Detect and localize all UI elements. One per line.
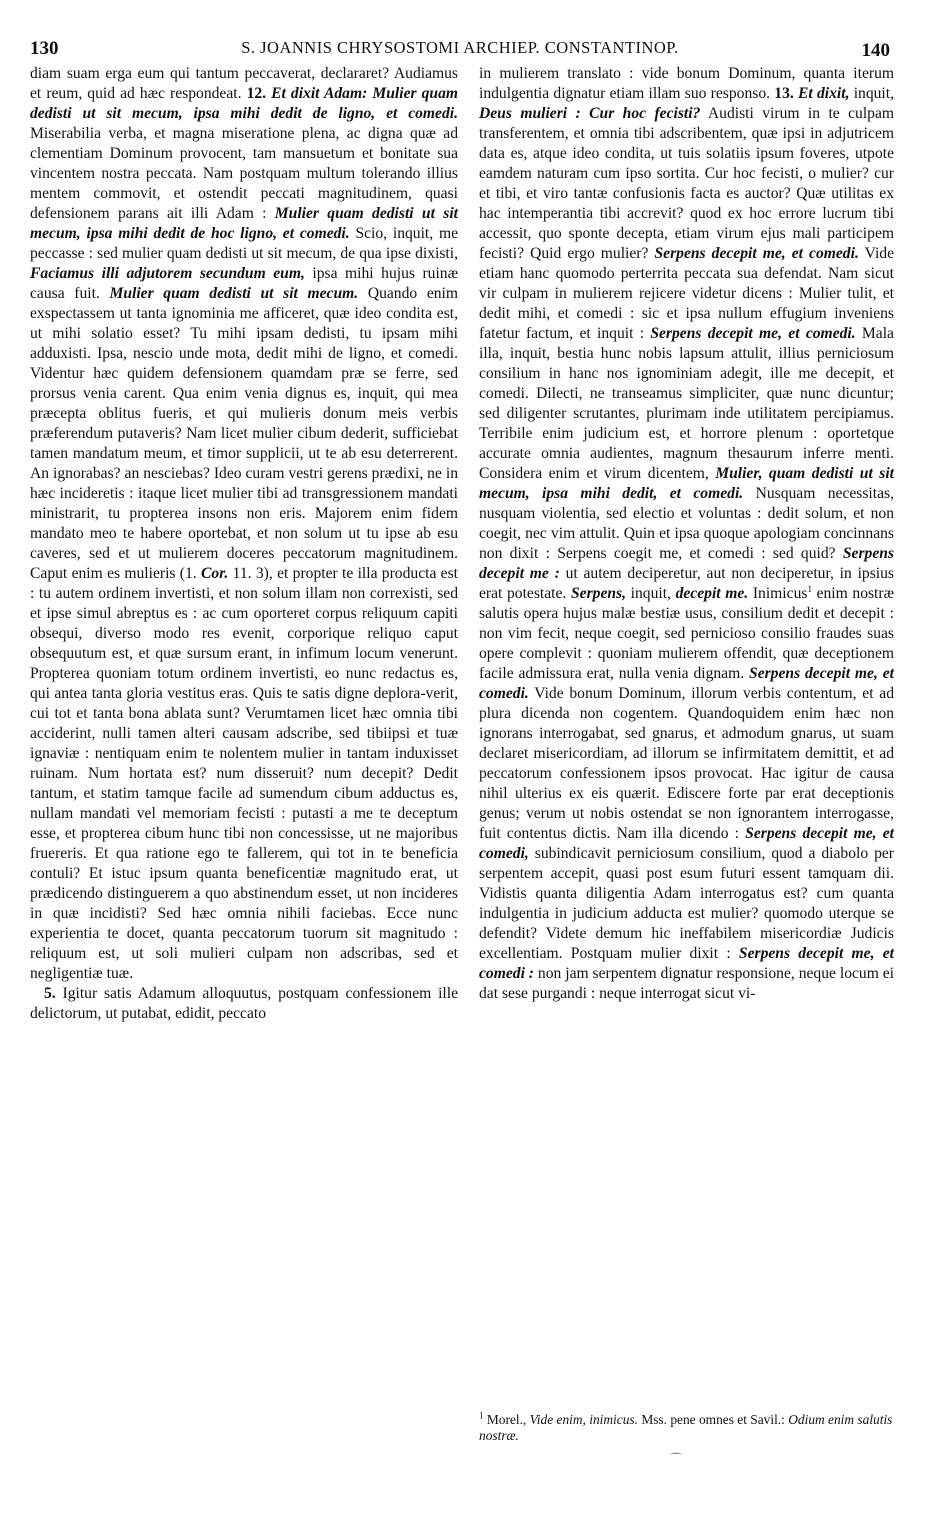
page-number-right: 140 bbox=[861, 40, 890, 61]
verse-number: 5. bbox=[44, 985, 63, 1002]
italic-quotation: decepit me. bbox=[675, 585, 749, 602]
paragraph bbox=[30, 64, 458, 984]
italic-quotation: Mulier, quam dedisti ut sit mecum, ipsa mihi dedit, et comedi. bbox=[479, 465, 894, 502]
page-header bbox=[30, 38, 890, 60]
italic-quotation: Odium enim salutis nostræ. bbox=[479, 1412, 893, 1443]
text-run: Mala illa, inquit, bestia hunc nobis lapsum attulit, illius perniciosum consilium in hanc nos ignominiam adegit, ille me decepit, et comedi. Dilecti, ne transeamus simpliciter, quæ nunc dicuntur; sed diligenter scrutantes, plurimam inde utilitatem percipiamus. Terribile enim judicium est, et horrore plenum : oportetque accurate omnia audientes, magnum thesaurum inferre menti. Considera enim et virum dicentem, bbox=[479, 325, 894, 482]
verse-number: 12. bbox=[246, 85, 272, 102]
italic-quotation: Serpens decepit me : bbox=[479, 545, 894, 582]
text-run: enim nostræ salutis opera hujus malæ bestiæ usus, consilium dedit et decepit : non vim fecit, neque coegit, sed pernicioso consilio fraudes suas opere complevit : quoniam mulierem offendit, quæ deceptionem facile admissura erat, nulla venia dignam. bbox=[479, 585, 894, 682]
text-run: inquit, bbox=[849, 85, 894, 102]
italic-quotation: Vide enim, inimicus. bbox=[529, 1412, 638, 1427]
text-run: Mss. pene omnes et Savil.: bbox=[637, 1412, 789, 1427]
italic-quotation: Serpens decepit me, et comedi. bbox=[650, 325, 856, 342]
page-end-ornament: ⌒ bbox=[670, 1452, 683, 1466]
text-run: Igitur satis Adamum alloquutus, postquam confessionem ille delictorum, ut putabat, edidit, peccato bbox=[30, 985, 458, 1022]
text-run: 1. bbox=[185, 565, 202, 582]
paragraph bbox=[479, 64, 894, 1004]
paragraph bbox=[30, 984, 458, 1024]
left-column bbox=[30, 64, 458, 1024]
italic-quotation: Et dixit Adam: Mulier quam dedisti ut sit mecum, ipsa mihi dedit de ligno, et comedi. bbox=[30, 85, 459, 122]
text-run: Audisti virum in te culpam transferentem, et omnia tibi adscribentem, quæ ipsi in adjutricem data es, atque ideo condita, ut tuis solatiis ipsum foveres, utpote eamdem naturam cum ipso sortita. Cur hoc fecisti, o mulier? cur et tibi, et viro tantæ confusionis facta es auctor? Quæ utilitas ex hac intemperantia tibi accrevit? quod ex hoc errore lucrum tibi accessit, quo sponte decepta, etiam virum ejus mali participem fecisti? Quid ergo mulier? bbox=[479, 105, 894, 262]
text-run: non jam serpentem dignatur responsione, neque locum ei dat sese purgandi : neque interrogat sicut vi- bbox=[479, 965, 894, 1002]
text-run: Vide etiam hanc quomodo perterrita peccata sua defendat. Nam sicut vir culpam in mulierem rejicere videtur dicens : Mulier tulit, et dedit mihi, et comedi : sic et ipsa nullum effugium inveniens fatetur factum, et inquit : bbox=[479, 245, 894, 342]
text-run: inquit, bbox=[626, 585, 676, 602]
running-title: S. JOANNIS CHRYSOSTOMI ARCHIEP. CONSTANTINOP. bbox=[241, 38, 679, 57]
text-run: in mulierem translato : vide bonum Dominum, quanta iterum indulgentia dignatur etiam illam suo responso. bbox=[479, 65, 894, 102]
footnote-marker: 1 bbox=[807, 583, 812, 594]
text-run: subindicavit perniciosum consilium, quod a diabolo per serpentem accepit, quasi post esum futuri essent tamquam dii. Vidistis quanta diligentia Adam interrogatus est? cum quanta indulgentia in judicium adducta est mulier? quomodo uterque se defendit? Videte demum hic ineffabilem misericordiæ Judicis excellentiam. Postquam mulier dixit : bbox=[479, 845, 894, 962]
italic-quotation: Serpens decepit me, et comedi, bbox=[479, 825, 894, 862]
text-run: diam suam erga eum qui tantum peccaverat, declararet? Audiamus et reum, quid ad hæc respondeat. bbox=[30, 65, 458, 102]
italic-quotation: Mulier quam dedisti ut sit mecum, ipsa mihi dedit de hoc ligno, et comedi. bbox=[30, 205, 458, 242]
footnote-marker: 1 bbox=[479, 1410, 484, 1421]
italic-quotation: Serpens decepit me, et comedi : bbox=[479, 945, 894, 982]
text-run: ipsa mihi hujus ruinæ causa fuit. bbox=[30, 265, 458, 302]
italic-quotation: Serpens, bbox=[570, 585, 627, 602]
italic-quotation: Et dixit, bbox=[798, 85, 850, 102]
page-number-left: 130 bbox=[30, 38, 59, 59]
italic-quotation: Cor. bbox=[201, 565, 229, 582]
right-column bbox=[479, 64, 894, 1004]
italic-quotation: Faciamus illi adjutorem secundum eum, bbox=[30, 265, 305, 282]
text-run: Morel., bbox=[483, 1412, 530, 1427]
text-run: Scio, inquit, me peccasse : sed mulier quam dedisti ut sit mecum, de qua ipse dixisti, bbox=[30, 225, 458, 262]
verse-number: 13. bbox=[774, 85, 798, 102]
text-run: Nusquam necessitas, nusquam violentia, sed electio et voluntas : dedit solum, et non coegit, nec vim attulit. Quin et ipsa quoque apologiam concinnans non dixit : Serpens coegit me, et comedi : sed quid? bbox=[479, 485, 894, 562]
italic-quotation: Serpens decepit me, et comedi. bbox=[654, 245, 859, 262]
text-run: Quando enim exspectassem ut tanta ignominia me afficeret, quæ ideo condita est, ut mihi solatio esset? Tu mihi ipsam dedisti, tu ipsam mihi adduxisti. Ipsa, nescio unde mota, dedit mihi de ligno, et comedi. Videntur hæc quidem defensionem quamdam præ se ferre, sed prorsus venia carent. Qua enim venia dignus es, inquit, qui mea præcepta oblitus fueris, et qui mulieris donum meis verbis præferendum putaveris? Nam licet mulier cibum dederit, sufficiebat tamen mandatum meum, et timor supplicii, ut te ab esu deterrerent. An ignorabas? an nesciebas? Ideo curam vestri gerens prædixi, ne in hæc incideretis : itaque licet mulier tibi ad transgressionem mandati ministrarit, tu propterea insons non eris. Majorem enim fidem mandato meo te habere oportebat, et non solum ut tu ipse ab esu caveres, sed et ut mulierem doceres peccatorum magnitudinem. Caput enim es mulieris ( bbox=[30, 285, 458, 582]
text-run: 11. 3), et propter te illa producta est : tu autem ordinem invertisti, et non solum illam non correxisti, sed et ipse simul abreptus es : ac cum oporteret corpus reliquum capiti obsequi, diverso modo res evenit, corporique reliquo caput obsequutum est, et quæ sursum erant, in infimum locum venerunt. Propterea quoniam totum ordinem invertisti, eo nunc redactus es, qui antea tanta gloria vestitus eras. Quis te satis digne deplora-verit, cui tot et tanta bona ablata sunt? Verumtamen licet hæc omnia tibi acciderint, nulli tamen alteri causam adscribe, sed tibiipsi et tuæ ignaviæ : nentiquam enim te nolentem mulier in tantam induxisset ruinam. Num hortata est? num disseruit? num decepit? Dedit tantum, et statim tamque facile ad sumendum cibum adductus es, nullam mandati vel memoriam fecisti : putasti a me te deceptum esse, et propterea cibum hunc tibi non concessisse, ut ne majoribus fruereris. Et qua ratione ego te fallerem, qui tot in te beneficia contuli? Et istuc ipsum quanta beneficentiæ magnitudo erat, ut prædicendo distinguerem a quo abstinendum esset, ut non incideres in quæ incidisti? Sed hæc omnia nihili faciebas. Ecce nunc experientia te docet, quanta peccatorum tuorum sit magnitudo : reliquum est, ut soli mulieri culpam non adscribas, sed et negligentiæ tuæ. bbox=[30, 565, 459, 982]
text-run: Inimicus bbox=[748, 585, 808, 602]
footnote bbox=[479, 1412, 894, 1444]
text-run: ut autem deciperetur, aut non deciperetur, in ipsius erat potestate. bbox=[479, 565, 894, 602]
italic-quotation: Mulier quam dedisti ut sit mecum. bbox=[109, 285, 359, 302]
italic-quotation: Deus mulieri : Cur hoc fecisti? bbox=[479, 105, 701, 122]
text-run: Miserabilia verba, et magna miseratione plena, ac digna quæ ad clementiam Dominum provocent, tam mansuetum et bonitate sua vincentem nostra peccata. Nam postquam multum tolerando illius mentem commovit, et ostendit peccati magnitudinem, quasi defensionem parans ait illi Adam : bbox=[30, 125, 458, 222]
italic-quotation: Serpens decepit me, et comedi. bbox=[479, 665, 894, 702]
text-run: Vide bonum Dominum, illorum verbis contentum, et ad plura dicenda non cogentem. Quandoquidem enim hæc non ignorans interrogabat, sed gnarus, et admodum gnarus, ut suam declaret misericordiam, ad illorum se infirmitatem demittit, et ad peccatorum confessionem ipsos provocat. Hac igitur de causa nihil ulterius ex eis quærit. Ediscere forte par erat deceptionis genus; verum ut nobis ostendat se non ignorantem interrogasse, fuit contentus dictis. Nam illa dicendo : bbox=[479, 685, 894, 842]
